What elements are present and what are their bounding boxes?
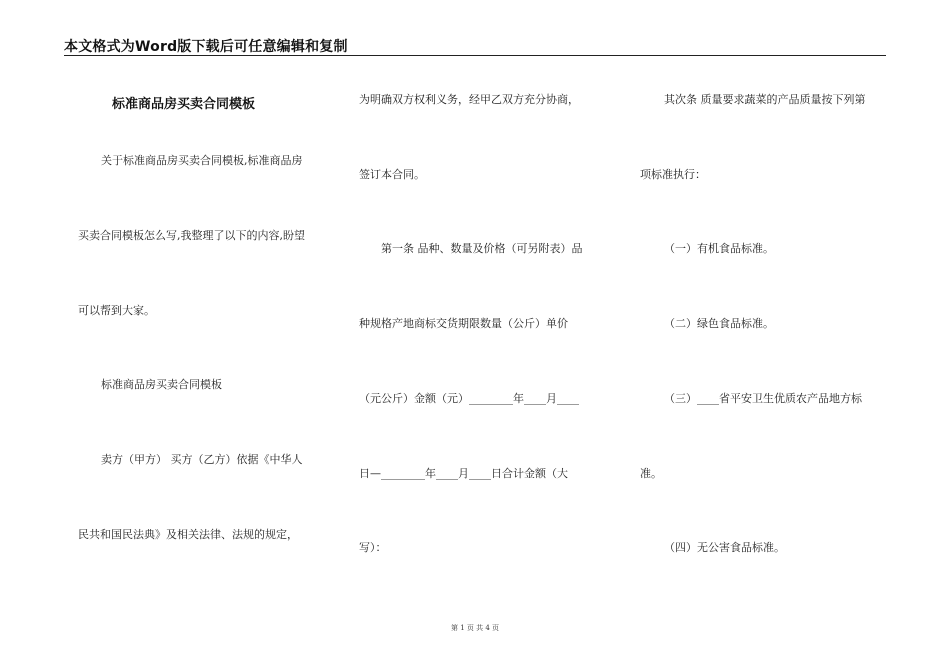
text-line: 买卖合同模板怎么写,我整理了以下的内容,盼望 — [78, 229, 305, 242]
text-line: 卖方（甲方） 买方（乙方）依据《中华人 — [101, 453, 303, 466]
text-line: 第一条 品种、数量及价格（可另附表）品 — [381, 242, 583, 255]
text-line: 可以帮到大家。 — [78, 304, 155, 317]
text-line: 种规格产地商标交货期限数量（公斤）单价 — [359, 317, 568, 330]
header-divider — [64, 55, 886, 56]
text-line: （四）无公害食品标准。 — [664, 541, 785, 554]
text-line: 准。 — [640, 467, 662, 480]
text-line: 签订本合同。 — [359, 168, 425, 181]
text-line: 关于标准商品房买卖合同模板,标准商品房 — [101, 154, 303, 167]
text-line: 日—________年____月____日合计金额（大 — [359, 467, 568, 480]
page-number: 第 1 页 共 4 页 — [450, 624, 500, 632]
document-title: 标准商品房买卖合同模板 — [112, 97, 256, 112]
text-line: （三）____省平安卫生优质农产品地方标 — [664, 392, 862, 405]
text-line: 为明确双方权利义务，经甲乙双方充分协商， — [359, 93, 579, 106]
text-line: 其次条 质量要求蔬菜的产品质量按下列第 — [664, 93, 866, 106]
text-line: （元公斤）金额（元）________年____月____ — [359, 392, 579, 405]
text-line: 标准商品房买卖合同模板 — [101, 378, 222, 391]
text-line: （一）有机食品标准。 — [664, 242, 774, 255]
text-line: 民共和国民法典》及相关法律、法规的规定， — [78, 528, 298, 541]
text-line: （二）绿色食品标准。 — [664, 317, 774, 330]
text-line: 写）： — [359, 541, 387, 554]
text-line: 项标准执行： — [640, 168, 706, 181]
document-header: 本文格式为Word版下载后可任意编辑和复制 — [64, 39, 348, 55]
